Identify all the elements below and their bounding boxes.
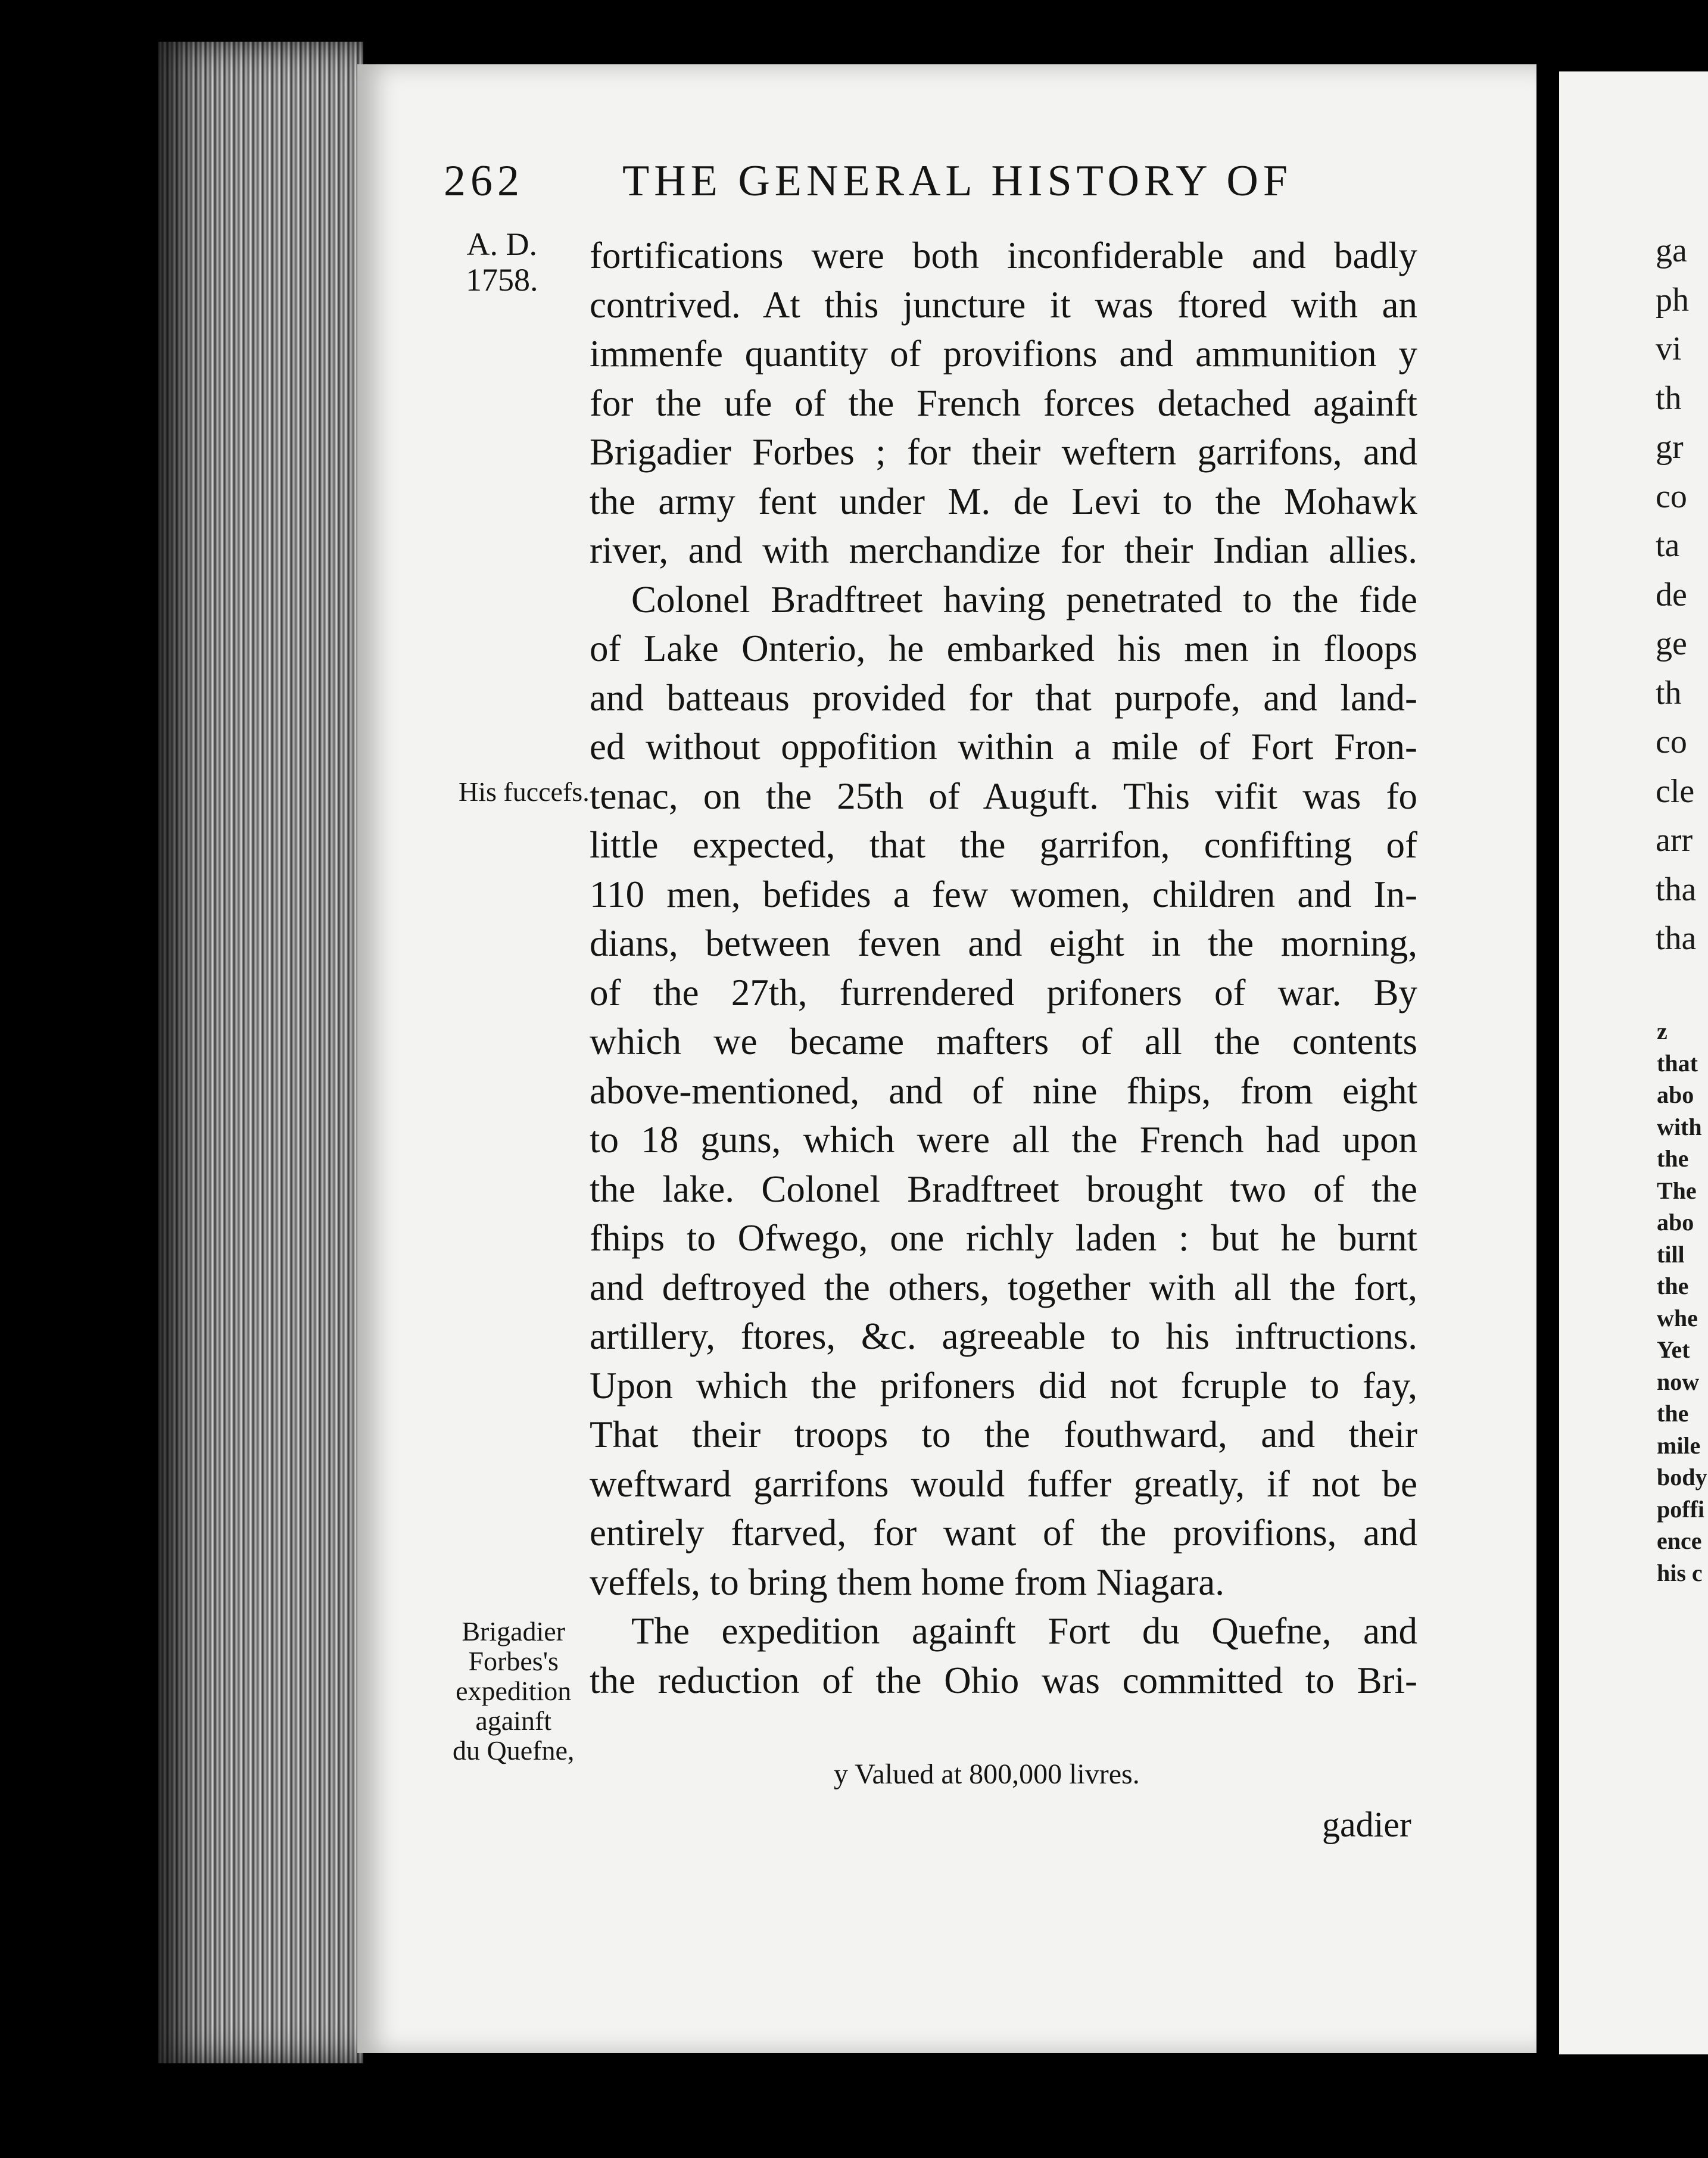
right-page-line: ga	[1656, 232, 1687, 269]
margin-note-line: expedition	[456, 1676, 572, 1706]
margin-note-line: againft	[475, 1705, 552, 1736]
text-line: Colonel Bradftreet having penetrated to the fide	[631, 578, 1417, 620]
text-line: the reduction of the Ohio was committed to Bri-	[590, 1659, 1417, 1701]
right-page-line: th	[1656, 379, 1682, 417]
right-page-line: co	[1656, 724, 1687, 760]
right-page-line: th	[1656, 674, 1682, 712]
running-title: THE GENERAL HISTORY OF	[622, 157, 1292, 205]
right-page-note-line: the	[1657, 1273, 1689, 1299]
text-line: dians, between feven and eight in the morning,	[590, 922, 1417, 964]
margin-note-expedition	[453, 1617, 574, 1766]
right-page-note-line: with	[1657, 1113, 1702, 1140]
right-page-text	[1656, 226, 1696, 963]
margin-note-line: Forbes's	[468, 1646, 559, 1676]
right-page-note-line: the	[1657, 1145, 1689, 1172]
right-page-line: cle	[1656, 772, 1695, 810]
page-number: 262	[444, 157, 524, 205]
text-line: That their troops to the fouthward, and their	[590, 1414, 1417, 1455]
text-line: river, and with merchandize for their Indian allies.	[590, 529, 1417, 571]
text-line: and deftroyed the others, together with all the fort,	[590, 1266, 1417, 1308]
body-text	[590, 231, 1417, 1705]
text-line: weftward garrifons would fuffer greatly, if not be	[590, 1462, 1417, 1505]
right-page-note-line: abo	[1657, 1081, 1694, 1108]
text-line: entirely ftarved, for want of the provifions, and	[590, 1512, 1417, 1554]
text-line: contrived. At this juncture it was ftored with an	[590, 283, 1417, 326]
text-line: little expected, that the garrifon, confifting of	[590, 824, 1417, 866]
text-line: above-mentioned, and of nine fhips, from eight	[590, 1069, 1417, 1112]
text-line: immenfe quantity of provifions and ammunition y	[590, 333, 1417, 375]
right-page-note-line: z	[1657, 1018, 1668, 1044]
text-line: which we became mafters of all the contents	[590, 1021, 1417, 1062]
book-page-edges	[158, 42, 363, 2063]
right-page-note-line: till	[1657, 1240, 1685, 1268]
right-page-line: vi	[1656, 330, 1682, 367]
text-line: fortifications were both inconfiderable and badly	[590, 235, 1417, 276]
right-page-note-line: whe	[1657, 1304, 1698, 1331]
text-line: tenac, on the 25th of Auguft. This vifit was fo	[590, 775, 1417, 817]
right-page-line: tha	[1656, 920, 1697, 957]
side-date-year: 1758.	[466, 262, 538, 298]
right-page-note-line: abo	[1657, 1209, 1694, 1236]
right-page-note-line: mile	[1657, 1432, 1701, 1459]
right-page-notes	[1657, 1015, 1707, 1589]
side-date	[466, 226, 538, 298]
text-line: ed without oppofition within a mile of Fort Fron-	[590, 726, 1417, 768]
right-page-line: tha	[1656, 871, 1697, 908]
text-line: The expedition againft Fort du Quefne, and	[631, 1610, 1417, 1652]
text-line: for the ufe of the French forces detached againft	[590, 382, 1417, 424]
text-line: of the 27th, furrendered prifoners of war. By	[590, 971, 1417, 1013]
right-page-note-line: ence	[1657, 1527, 1702, 1554]
right-page-line: co	[1656, 478, 1687, 515]
text-line: veffels, to bring them home from Niagara.	[590, 1561, 1225, 1603]
text-line: Upon which the prifoners did not fcruple to fay,	[590, 1364, 1417, 1407]
right-page-note-line: Yet	[1657, 1336, 1690, 1363]
footnote: y Valued at 800,000 livres.	[834, 1758, 1140, 1790]
text-line: of Lake Onterio, he embarked his men in floops	[590, 628, 1417, 669]
text-line: Brigadier Forbes ; for their weftern garrifons, and	[590, 431, 1417, 473]
right-page-line: arr	[1656, 822, 1693, 859]
right-page-note-line: his c	[1657, 1559, 1703, 1586]
right-page-note-line: that	[1657, 1049, 1698, 1077]
right-page-line: ta	[1656, 527, 1680, 564]
right-page-note-line: poffi	[1657, 1495, 1704, 1523]
text-line: artillery, ftores, &c. agreeable to his inftructions.	[590, 1315, 1417, 1357]
right-page-line: ge	[1656, 625, 1687, 662]
text-line: 110 men, befides a few women, children and In-	[590, 873, 1417, 915]
right-page-note-line: now	[1657, 1368, 1700, 1395]
catchword: gadier	[1322, 1805, 1411, 1844]
right-page-line: ph	[1656, 281, 1689, 319]
text-line: the army fent under M. de Levi to the Mohawk	[590, 480, 1417, 522]
text-line: to 18 guns, which were all the French had upon	[590, 1119, 1417, 1161]
right-page-line: de	[1656, 576, 1687, 613]
text-line: and batteaus provided for that purpofe, and land-	[590, 676, 1417, 719]
side-date-era: A. D.	[466, 226, 537, 262]
margin-note-line: Brigadier	[462, 1616, 566, 1646]
text-line: the lake. Colonel Bradftreet brought two of the	[590, 1168, 1417, 1210]
right-page-note-line: body	[1657, 1464, 1707, 1490]
right-page-note-line: the	[1657, 1400, 1689, 1427]
right-page-line: gr	[1656, 429, 1684, 466]
margin-note-line: du Quefne,	[453, 1735, 575, 1766]
right-page-note-line: The	[1657, 1177, 1697, 1204]
margin-note-success: His fuccefs.	[459, 776, 590, 807]
text-line: fhips to Ofwego, one richly laden : but he burnt	[590, 1217, 1417, 1259]
